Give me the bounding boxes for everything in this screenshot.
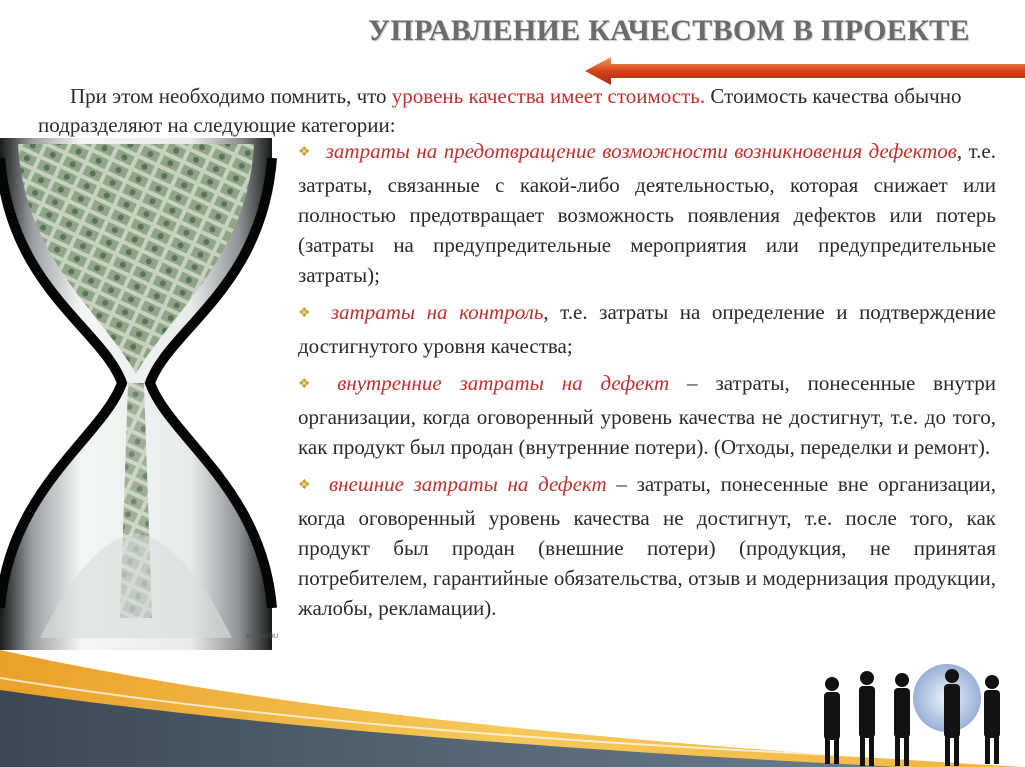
item-term: внешние затраты на дефект — [328, 472, 607, 496]
intro-highlight: уровень качества имеет стоимость. — [391, 84, 706, 108]
list-item — [298, 136, 996, 290]
list-item — [298, 368, 996, 462]
diamond-bullet-icon: ❖ — [298, 145, 312, 160]
list-item — [298, 469, 996, 623]
business-people-image — [792, 640, 1024, 767]
item-term: затраты на контроль — [330, 300, 544, 324]
watermark-text: ALLDAY.RU — [246, 634, 279, 640]
item-term: внутренние затраты на дефект — [337, 371, 670, 395]
diamond-bullet-icon: ❖ — [298, 377, 324, 392]
item-text: – затраты, понесенные внутри организации, когда оговоренный уровень качества не достигнут, т.е. до того, как продукт был продан (внутренние потери). (Отходы, переделки и ремонт). — [298, 371, 996, 459]
slide-title: УПРАВЛЕНИЕ КАЧЕСТВОМ В ПРОЕКТЕ — [368, 14, 970, 47]
item-text: , т.е. затраты, связанные с какой-либо деятельностью, которая снижает или полностью предотвращает возможность появления дефектов или потерь (затраты на предупредительные мероприятия или предупредительные затраты); — [298, 139, 996, 287]
intro-text-start: При этом необходимо помнить, что — [70, 84, 392, 108]
cost-categories-list — [298, 136, 996, 630]
intro-text-end: Стоимость качества обычно подразделяют на следующие категории: — [38, 84, 962, 137]
item-text: , т.е. затраты на определение и подтверждение достигнутого уровня качества; — [298, 300, 996, 358]
diamond-bullet-icon: ❖ — [298, 478, 315, 493]
hourglass-money-image — [0, 138, 279, 650]
diamond-bullet-icon: ❖ — [298, 306, 317, 321]
item-term: затраты на предотвращение возможности возникновения дефектов — [325, 139, 957, 163]
intro-paragraph — [38, 82, 996, 140]
item-text: – затраты, понесенные вне организации, когда оговоренный уровень качества не достигнут, т.е. после того, как продукт был продан (внешние потери) (продукция, не принятая потребителем, гарантийные обязательства, отзыв и модернизация продукции, жалобы, рекламации). — [298, 472, 996, 620]
list-item — [298, 297, 996, 361]
